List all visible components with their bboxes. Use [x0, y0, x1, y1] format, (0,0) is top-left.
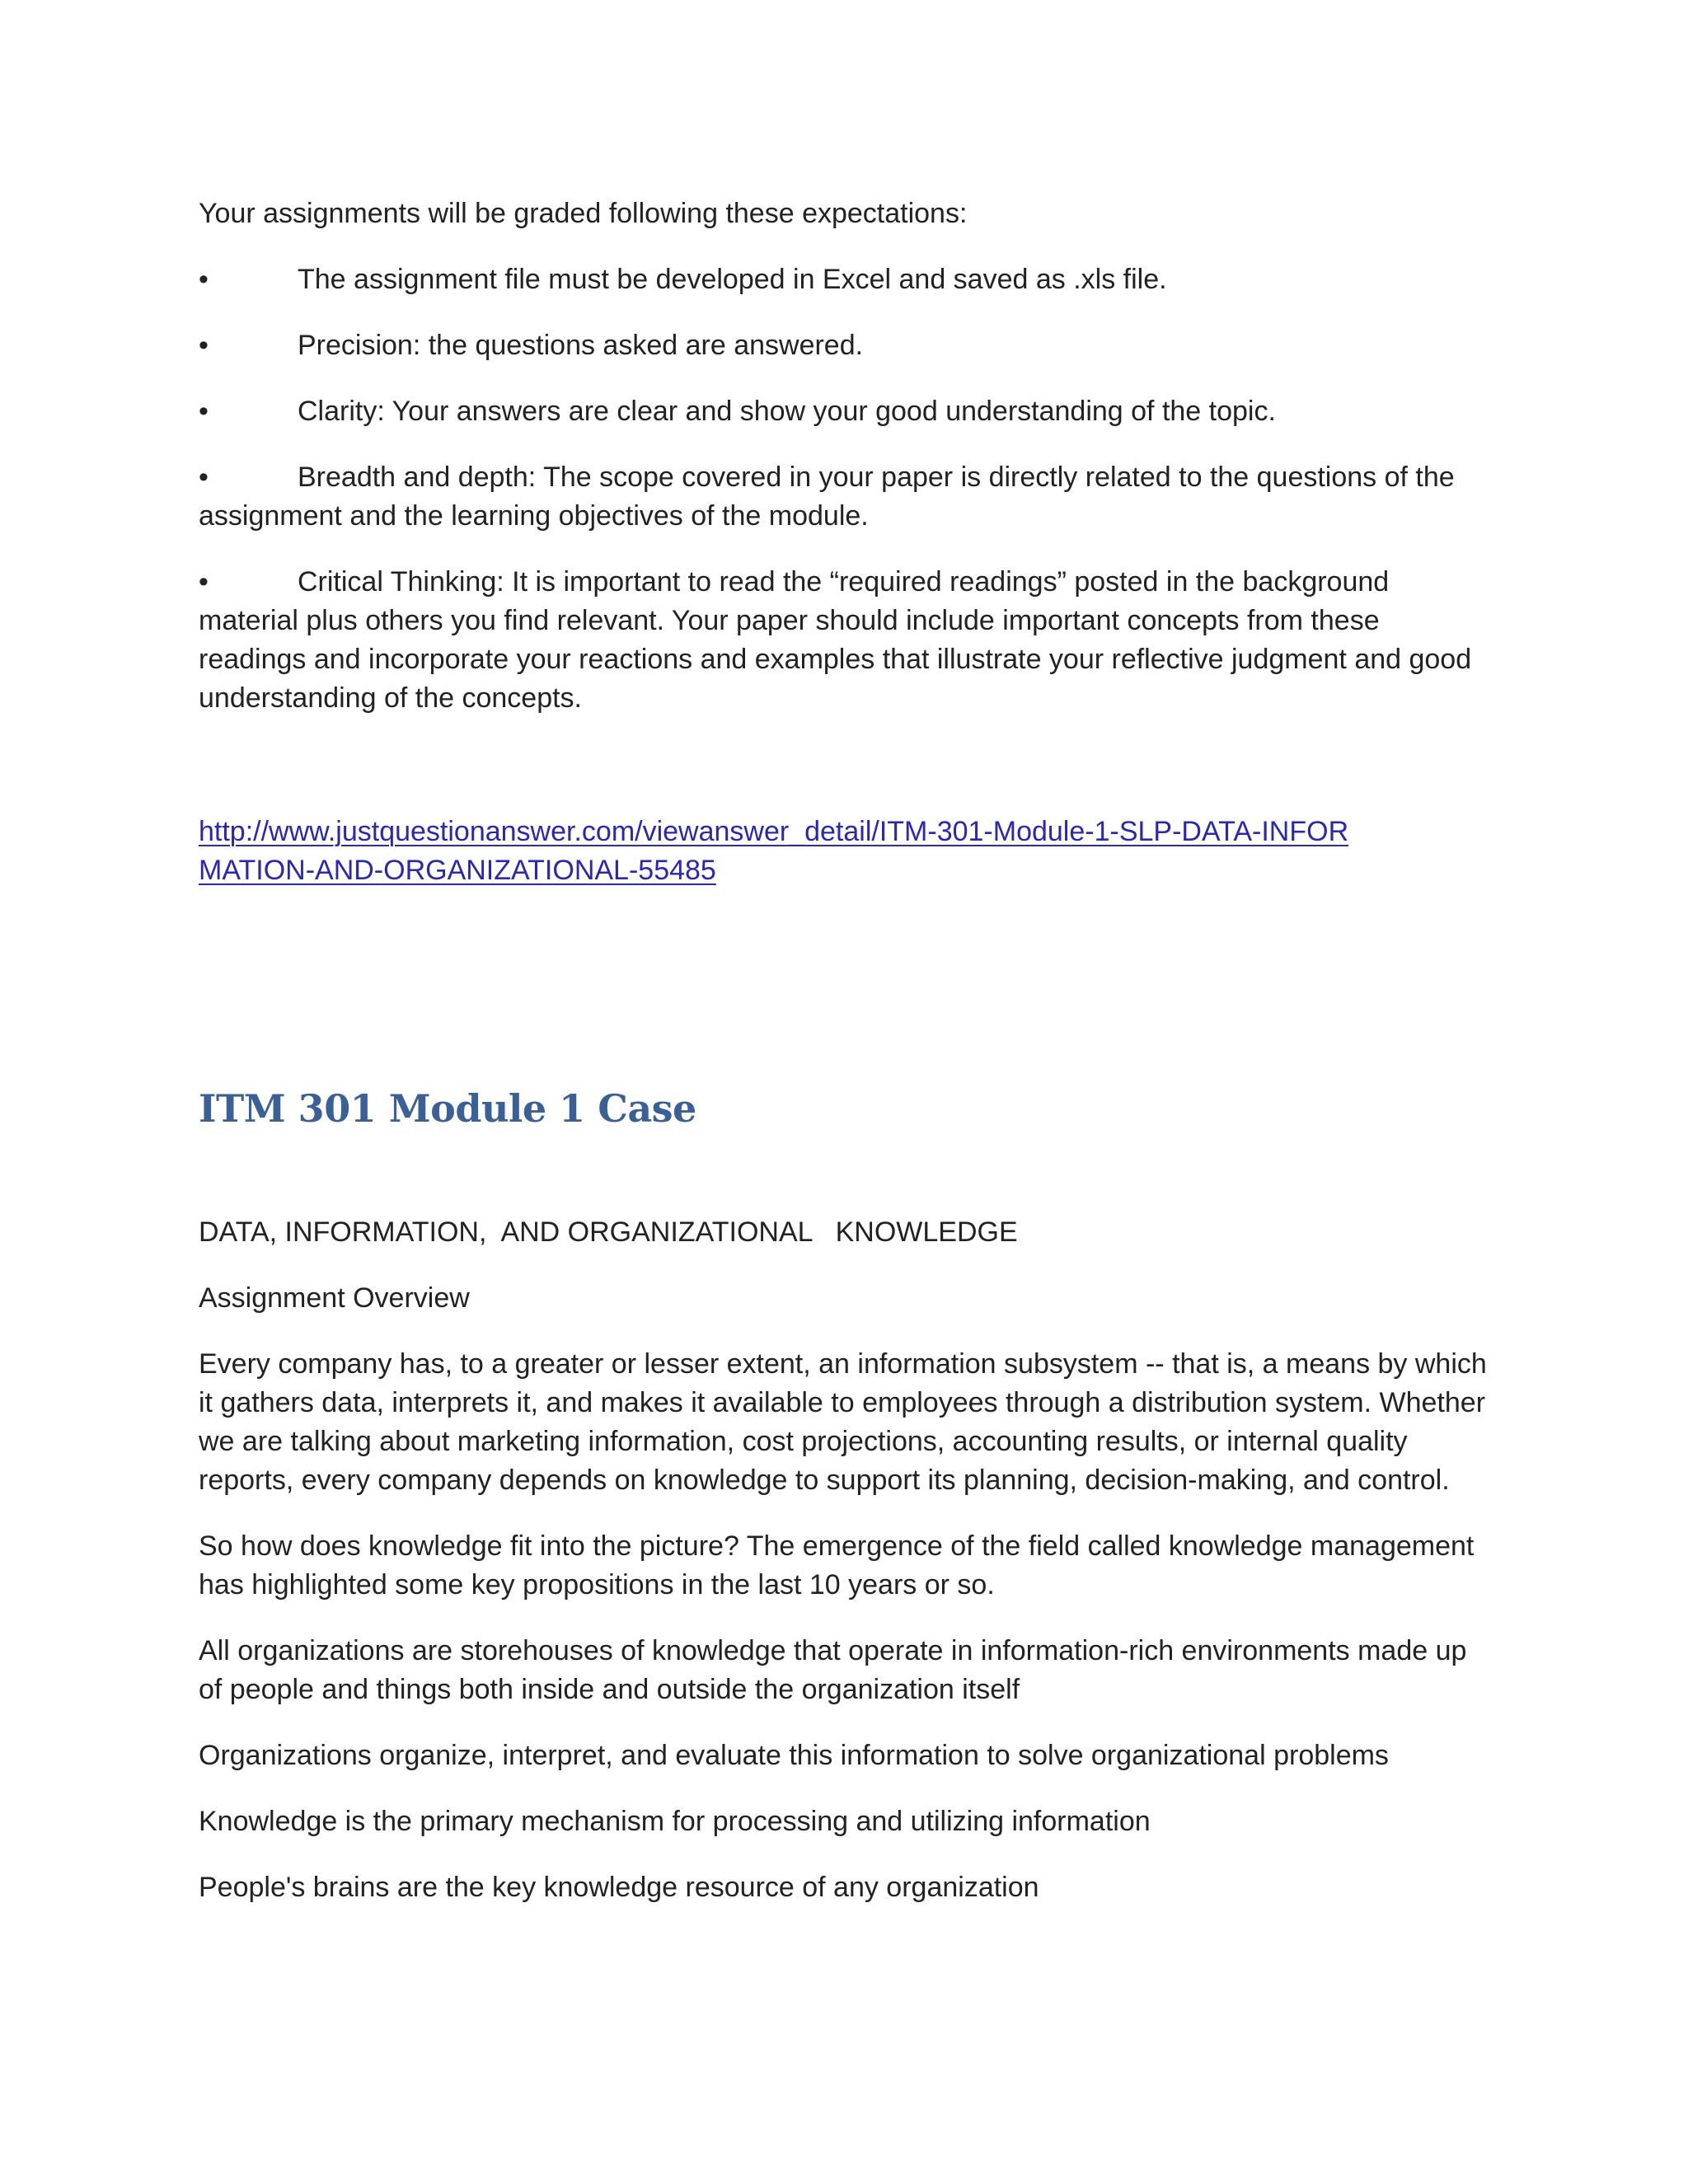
bullet-item — [199, 260, 1493, 299]
case-paragraph: Knowledge is the primary mechanism for processing and utilizing information — [199, 1806, 1151, 1837]
bullet-item — [199, 458, 1493, 536]
bullet-marker: • — [199, 330, 209, 361]
bullet-marker: • — [199, 462, 209, 493]
case-paragraph: People's brains are the key knowledge resource of any organization — [199, 1872, 1039, 1903]
assignment-overview-label: Assignment Overview — [199, 1282, 470, 1314]
bullet-marker: • — [199, 566, 209, 598]
case-subtitle: DATA, INFORMATION, AND ORGANIZATIONAL KNOWLEDGE — [199, 1216, 1018, 1248]
bullet-item — [199, 563, 1493, 718]
document-content — [199, 194, 1493, 1934]
reference-link-block — [199, 813, 1493, 890]
case-paragraph: All organizations are storehouses of knowledge that operate in information-rich environments made up of people and things both inside and outside the organization itself — [199, 1635, 1467, 1705]
reference-link[interactable]: http://www.justquestionanswer.com/viewanswer_detail/ITM-301-Module-1-SLP-DATA-INFORMATION-AND-ORGANIZATIONAL-55485 — [199, 816, 1349, 886]
case-heading: ITM 301 Module 1 Case — [199, 1086, 696, 1131]
bullet-text: Breadth and depth: The scope covered in your paper is directly related to the questions of the assignment and the learning objectives of the module. — [199, 462, 1455, 532]
grading-intro: Your assignments will be graded following these expectations: — [199, 198, 968, 229]
bullet-text: Clarity: Your answers are clear and show your good understanding of the topic. — [298, 396, 1276, 427]
bullet-text: Critical Thinking: It is important to read the “required readings” posted in the background material plus others you find relevant. Your paper should include important concepts from these readings and incorporate your reactions and examples that illustrate your reflective judgment and good understanding of the concepts. — [199, 566, 1472, 714]
case-paragraph: So how does knowledge fit into the picture? The emergence of the field called knowledge management has highlighted some key propositions in the last 10 years or so. — [199, 1530, 1475, 1601]
case-paragraph: Every company has, to a greater or lesser extent, an information subsystem -- that is, a means by which it gathers data, interprets it, and makes it available to employees through a distribution system. Whether we are talking about marketing information, cost projections, accounting results, or internal quality reports, every company depends on knowledge to support its planning, decision-making, and control. — [199, 1348, 1487, 1496]
bullet-text: Precision: the questions asked are answered. — [298, 330, 864, 361]
bullet-text: The assignment file must be developed in Excel and saved as .xls file. — [298, 264, 1167, 295]
bullet-item — [199, 326, 1493, 365]
bullet-marker: • — [199, 396, 209, 427]
bullet-item — [199, 392, 1493, 431]
case-paragraph: Organizations organize, interpret, and evaluate this information to solve organizational problems — [199, 1740, 1389, 1771]
bullet-marker: • — [199, 264, 209, 295]
